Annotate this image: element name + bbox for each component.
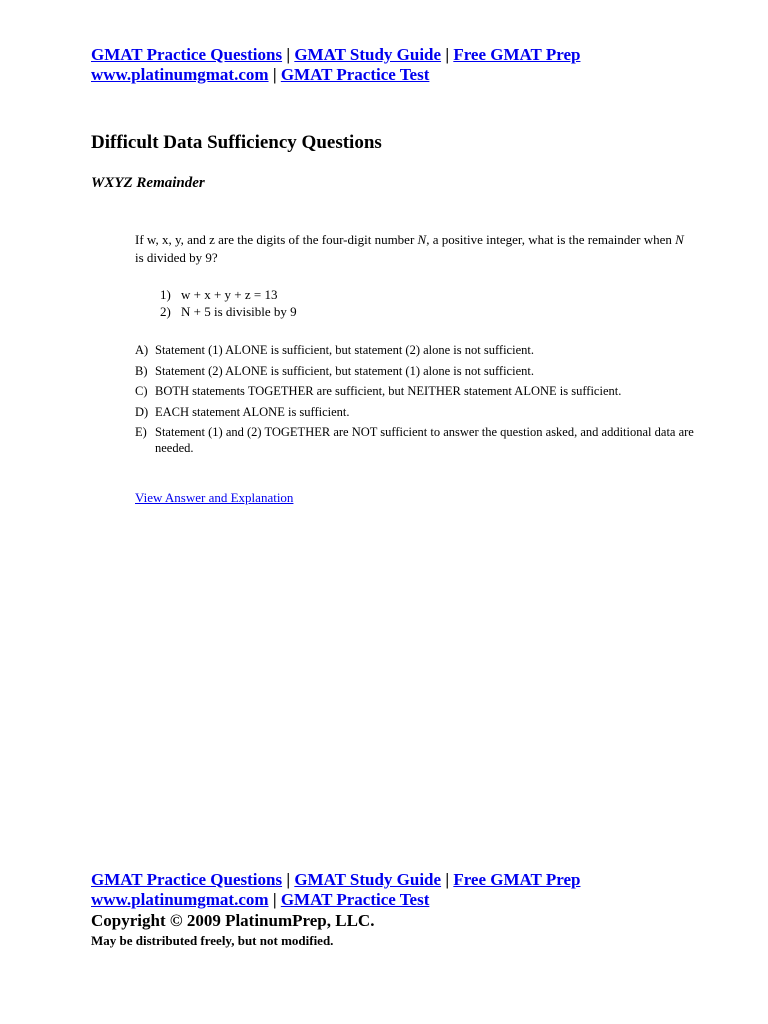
gmat-practice-test-link[interactable]: GMAT Practice Test — [280, 65, 430, 84]
gmat-practice-questions-link[interactable]: GMAT Practice Questions — [91, 45, 283, 64]
choice-letter: E) — [135, 425, 147, 439]
choice-a — [135, 342, 695, 358]
header-nav — [91, 45, 580, 85]
question-variable: N — [417, 232, 427, 247]
footer-nav-row-1 — [91, 870, 580, 890]
choice-b — [135, 363, 695, 379]
question-part: If w, x, y, and z are the digits of the four-digit number — [135, 232, 418, 247]
page-title: Difficult Data Sufficiency Questions — [91, 132, 382, 153]
choice-letter: C) — [135, 384, 148, 398]
statement-number: 2) — [160, 304, 171, 319]
nav-separator: | — [445, 45, 450, 64]
statement-number: 1) — [160, 287, 171, 302]
question-subtitle: WXYZ Remainder — [91, 175, 205, 191]
nav-separator: | — [286, 870, 291, 889]
choice-letter: B) — [135, 363, 148, 378]
free-gmat-prep-link[interactable]: Free GMAT Prep — [453, 45, 581, 64]
footer-nav-row-2 — [91, 890, 580, 910]
nav-separator: | — [272, 890, 277, 909]
header-nav-row-1 — [91, 45, 580, 65]
question-part: is divided by 9? — [135, 250, 218, 265]
nav-separator: | — [272, 65, 277, 84]
answer-choices — [135, 342, 695, 461]
choice-c — [135, 383, 695, 399]
choice-text: Statement (1) ALONE is sufficient, but statement (2) alone is not sufficient. — [155, 343, 534, 357]
choice-e — [135, 424, 695, 456]
choice-d — [135, 404, 695, 420]
statement-item — [160, 303, 297, 320]
free-gmat-prep-link[interactable]: Free GMAT Prep — [453, 870, 581, 889]
choice-text: Statement (2) ALONE is sufficient, but statement (1) alone is not sufficient. — [155, 363, 534, 378]
distribution-notice: May be distributed freely, but not modified. — [91, 933, 334, 948]
question-variable: N — [675, 232, 684, 247]
footer-nav — [91, 870, 580, 910]
platinumgmat-site-link[interactable]: www.platinumgmat.com — [91, 65, 269, 84]
statement-text: w + x + y + z = 13 — [181, 287, 278, 302]
choice-letter: A) — [135, 343, 149, 357]
choice-text: Statement (1) and (2) TOGETHER are NOT sufficient to answer the question asked, and additional data are needed. — [155, 425, 694, 455]
view-answer-link[interactable]: View Answer and Explanation — [135, 490, 294, 505]
statement-text: N + 5 is divisible by 9 — [181, 304, 297, 319]
gmat-study-guide-link[interactable]: GMAT Study Guide — [294, 870, 442, 889]
statement-item — [160, 286, 297, 303]
platinumgmat-site-link[interactable]: www.platinumgmat.com — [91, 890, 269, 909]
gmat-practice-questions-link[interactable]: GMAT Practice Questions — [91, 870, 283, 889]
copyright-notice: Copyright © 2009 PlatinumPrep, LLC. — [91, 911, 375, 930]
question-part: , a positive integer, what is the remainder when — [426, 232, 676, 247]
gmat-practice-test-link[interactable]: GMAT Practice Test — [280, 890, 430, 909]
choice-letter: D) — [135, 404, 149, 419]
gmat-study-guide-link[interactable]: GMAT Study Guide — [294, 45, 442, 64]
question-text — [135, 231, 695, 267]
choice-text: BOTH statements TOGETHER are sufficient, but NEITHER statement ALONE is sufficient. — [155, 384, 622, 398]
nav-separator: | — [286, 45, 291, 64]
statements-list — [160, 286, 297, 320]
header-nav-row-2 — [91, 65, 580, 85]
nav-separator: | — [445, 870, 450, 889]
choice-text: EACH statement ALONE is sufficient. — [155, 404, 350, 419]
